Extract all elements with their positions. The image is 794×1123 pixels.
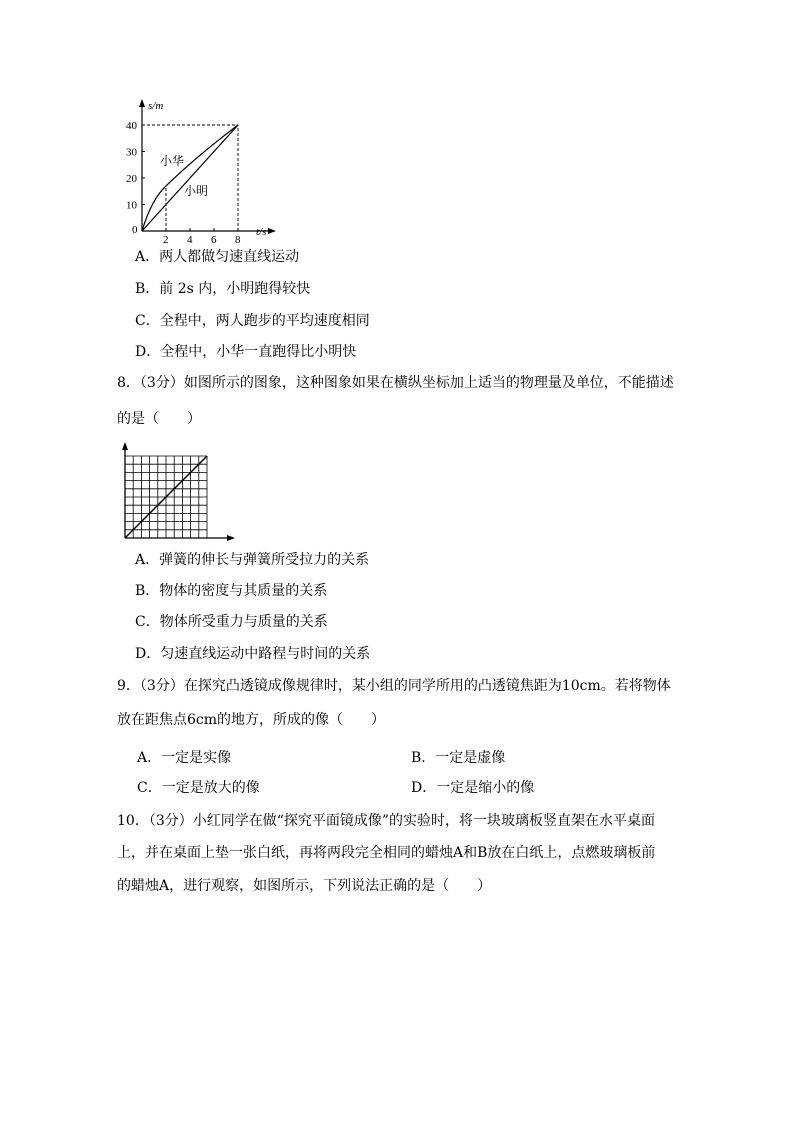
q7-x-axis-arrow xyxy=(268,228,276,234)
q9-option-d: D．一定是缩小的像 xyxy=(411,780,535,796)
q10-stem-line2: 上，并在桌面上垫一张白纸，再将两段完全相同的蜡烛A和B放在白纸上，点燃玻璃板前 xyxy=(117,845,656,861)
q10-stem-line1: 10．（3分）小红同学在做“探究平面镜成像”的实验时，将一块玻璃板竖直架在水平桌面 xyxy=(117,813,656,829)
q7-option-c: C．全程中，两人跑步的平均速度相同 xyxy=(135,313,370,329)
q7-option-b: B．前 2s 内，小明跑得较快 xyxy=(135,281,311,297)
q8-grid-graph xyxy=(115,440,240,542)
q8-y-axis-arrow xyxy=(122,442,128,450)
q10-stem-line3: 的蜡烛A，进行观察，如图所示，下列说法正确的是（ ） xyxy=(117,878,492,894)
q7-distance-time-graph xyxy=(120,95,285,245)
q8-option-d: D．匀速直线运动中路程与时间的关系 xyxy=(135,646,371,662)
q8-stem-line1: 8．（3分）如图所示的图象，这种图象如果在横纵坐标加上适当的物理量及单位，不能描述 xyxy=(117,375,674,391)
q7-x-tick-label: 6 xyxy=(211,234,217,245)
q9-stem-line2: 放在距焦点6cm的地方，所成的像（ ） xyxy=(117,712,386,728)
q9-option-b: B．一定是虚像 xyxy=(411,750,506,766)
q7-x-label: t/s xyxy=(256,226,267,238)
q7-x-tick-label: 2 xyxy=(163,234,169,245)
q7-y-axis-arrow xyxy=(139,99,145,107)
q7-origin-label: 0 xyxy=(132,224,138,236)
q8-stem-line2: 的是（ ） xyxy=(117,411,201,427)
q7-y-tick-label: 30 xyxy=(126,146,137,159)
q7-series-label-xiaoming: 小明 xyxy=(184,184,209,198)
q8-x-axis-arrow xyxy=(227,535,235,541)
q7-x-tick-label: 8 xyxy=(235,234,241,245)
q7-x-tick-label: 4 xyxy=(187,234,193,245)
q8-option-a: A．弹簧的伸长与弹簧所受拉力的关系 xyxy=(135,552,370,568)
q7-series-line-xiaoming xyxy=(142,125,238,231)
q8-option-b: B．物体的密度与其质量的关系 xyxy=(135,583,328,599)
q9-stem-line1: 9．（3分）在探究凸透镜成像规律时，某小组的同学所用的凸透镜焦距为10cm。若将物体 xyxy=(117,678,671,694)
q7-series-label-xiaohua: 小华 xyxy=(160,154,185,168)
q7-option-d: D．全程中，小华一直跑得比小明快 xyxy=(135,344,357,360)
q9-option-a: A．一定是实像 xyxy=(137,750,232,766)
q9-option-c: C．一定是放大的像 xyxy=(137,780,260,796)
q7-y-tick-label: 20 xyxy=(126,173,137,185)
q8-option-c: C．物体所受重力与质量的关系 xyxy=(135,614,328,630)
q7-y-tick-label: 10 xyxy=(126,199,137,212)
q7-y-label: s/m xyxy=(148,100,164,112)
q7-option-a: A．两人都做匀速直线运动 xyxy=(135,249,300,265)
q7-y-tick-label: 40 xyxy=(126,120,137,132)
